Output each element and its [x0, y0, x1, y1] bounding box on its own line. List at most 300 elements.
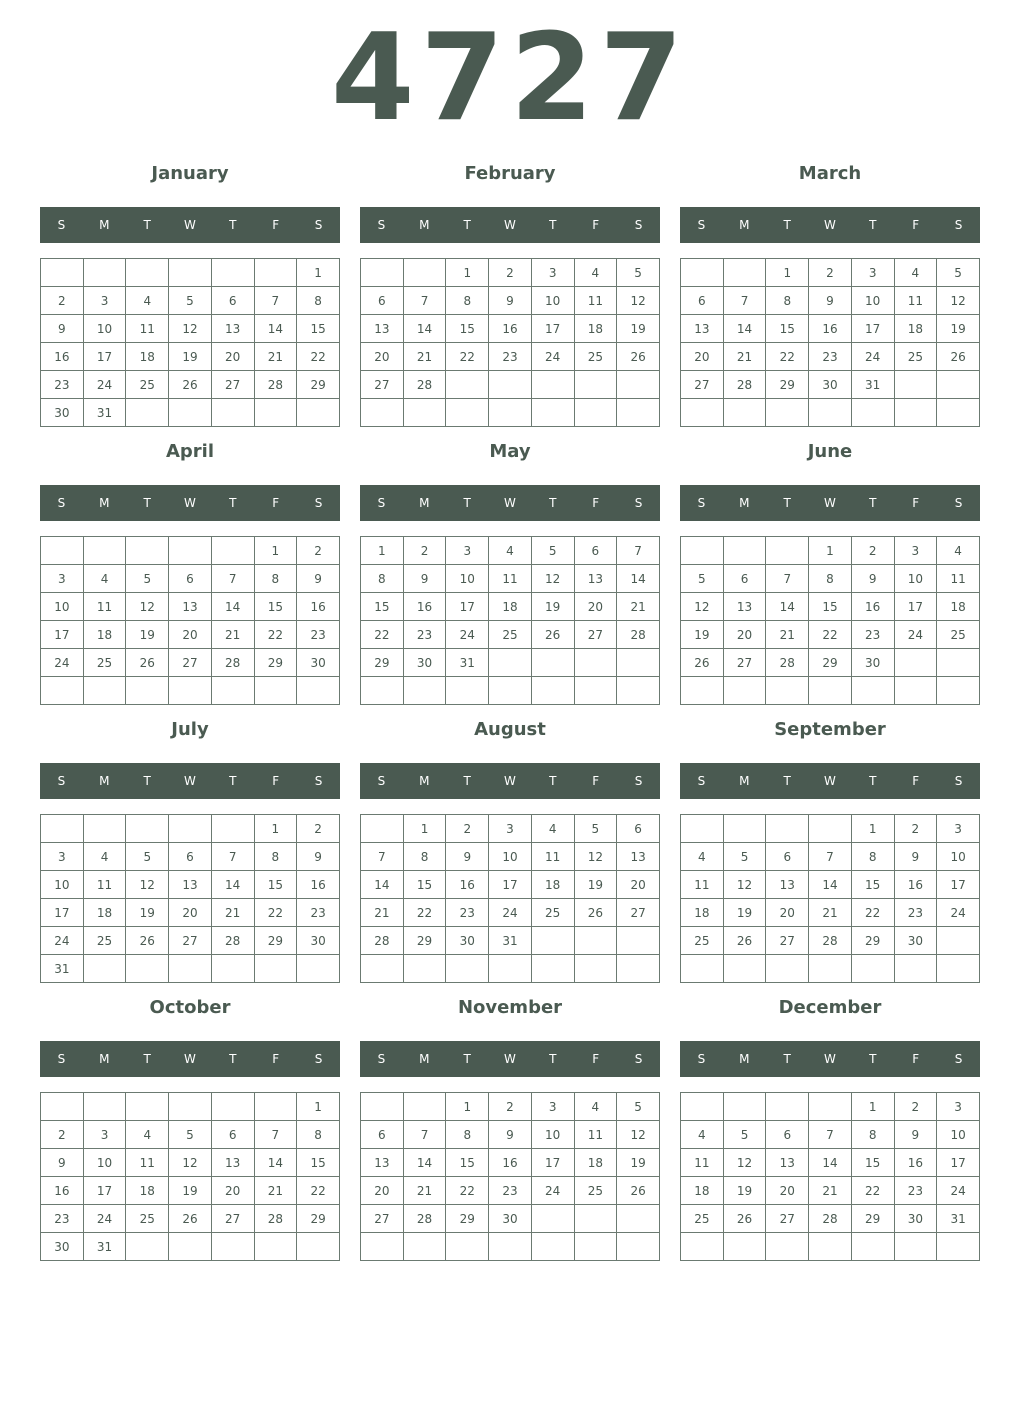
- weekday-label: W: [184, 218, 196, 232]
- day-cell: 11: [83, 593, 126, 621]
- day-cell: 28: [361, 927, 404, 955]
- day-cell: 18: [489, 593, 532, 621]
- weekday-label: W: [184, 1052, 196, 1066]
- weekday-label: W: [824, 218, 836, 232]
- month-name: May: [489, 441, 531, 462]
- week-row: [361, 871, 660, 899]
- day-cell: 20: [169, 899, 212, 927]
- day-cell: 17: [894, 593, 937, 621]
- day-cell: 14: [254, 1149, 297, 1177]
- weekday-label: M: [99, 1052, 110, 1066]
- empty-cell: [83, 259, 126, 287]
- day-cell: 5: [723, 1121, 766, 1149]
- week-row: [41, 1093, 340, 1121]
- empty-cell: [489, 955, 532, 983]
- day-cell: 8: [851, 843, 894, 871]
- day-cell: 30: [41, 399, 84, 427]
- day-cell: 25: [83, 927, 126, 955]
- empty-cell: [809, 1093, 852, 1121]
- day-cell: 18: [126, 343, 169, 371]
- empty-cell: [531, 1205, 574, 1233]
- day-cell: 6: [681, 287, 724, 315]
- week-row: [361, 537, 660, 565]
- day-cell: 21: [617, 593, 660, 621]
- weekday-label: S: [57, 774, 66, 788]
- day-cell: 27: [361, 371, 404, 399]
- day-cell: 31: [489, 927, 532, 955]
- day-cell: 25: [894, 343, 937, 371]
- day-cell: 25: [126, 1205, 169, 1233]
- day-cell: 19: [126, 621, 169, 649]
- week-row: [681, 1233, 980, 1261]
- week-row: [681, 927, 980, 955]
- day-cell: 3: [531, 1093, 574, 1121]
- empty-cell: [681, 955, 724, 983]
- empty-cell: [851, 399, 894, 427]
- weekday-label: M: [739, 1052, 750, 1066]
- day-cell: 26: [126, 927, 169, 955]
- weekday-label: T: [869, 496, 877, 510]
- weekday-label: T: [549, 496, 557, 510]
- day-cell: 26: [681, 649, 724, 677]
- day-cell: 7: [809, 843, 852, 871]
- day-cell: 18: [126, 1177, 169, 1205]
- day-cell: 26: [617, 1177, 660, 1205]
- week-row: [41, 343, 340, 371]
- weekday-header: [680, 207, 980, 243]
- day-cell: 8: [254, 843, 297, 871]
- week-row: [681, 537, 980, 565]
- week-row: [41, 649, 340, 677]
- week-row: [361, 371, 660, 399]
- empty-cell: [681, 815, 724, 843]
- month-name: July: [171, 719, 209, 740]
- day-cell: 14: [617, 565, 660, 593]
- day-cell: 5: [617, 259, 660, 287]
- empty-cell: [851, 677, 894, 705]
- week-row: [361, 1149, 660, 1177]
- day-cell: 30: [297, 927, 340, 955]
- day-cell: 16: [41, 343, 84, 371]
- empty-cell: [403, 399, 446, 427]
- day-cell: 10: [937, 843, 980, 871]
- week-row: [361, 1177, 660, 1205]
- day-cell: 13: [723, 593, 766, 621]
- day-cell: 12: [937, 287, 980, 315]
- day-cell: 23: [41, 1205, 84, 1233]
- day-cell: 3: [83, 1121, 126, 1149]
- empty-cell: [169, 1093, 212, 1121]
- day-cell: 9: [41, 315, 84, 343]
- empty-cell: [41, 1093, 84, 1121]
- empty-cell: [211, 1093, 254, 1121]
- week-row: [361, 287, 660, 315]
- empty-cell: [617, 677, 660, 705]
- weekday-label: W: [824, 496, 836, 510]
- day-cell: 5: [617, 1093, 660, 1121]
- day-cell: 28: [211, 927, 254, 955]
- day-cell: 4: [83, 843, 126, 871]
- weekday-label: T: [549, 1052, 557, 1066]
- day-cell: 21: [723, 343, 766, 371]
- day-cell: 15: [254, 871, 297, 899]
- day-cell: 9: [809, 287, 852, 315]
- day-cell: 14: [723, 315, 766, 343]
- day-cell: 21: [809, 1177, 852, 1205]
- empty-cell: [361, 1093, 404, 1121]
- day-cell: 1: [297, 259, 340, 287]
- day-cell: 30: [41, 1233, 84, 1261]
- day-cell: 23: [851, 621, 894, 649]
- day-cell: 18: [681, 899, 724, 927]
- week-row: [681, 815, 980, 843]
- empty-cell: [126, 259, 169, 287]
- day-cell: 6: [766, 843, 809, 871]
- day-cell: 16: [489, 1149, 532, 1177]
- week-row: [41, 371, 340, 399]
- day-cell: 6: [169, 565, 212, 593]
- day-cell: 21: [211, 621, 254, 649]
- week-row: [681, 1205, 980, 1233]
- day-cell: 8: [254, 565, 297, 593]
- day-cell: 28: [254, 371, 297, 399]
- empty-cell: [403, 955, 446, 983]
- empty-cell: [937, 927, 980, 955]
- weekday-label: M: [419, 774, 430, 788]
- day-cell: 17: [41, 899, 84, 927]
- day-cell: 11: [681, 871, 724, 899]
- month-name: April: [165, 441, 215, 462]
- day-cell: 15: [851, 1149, 894, 1177]
- day-cell: 24: [937, 899, 980, 927]
- empty-cell: [489, 649, 532, 677]
- day-cell: 8: [403, 843, 446, 871]
- day-cell: 27: [169, 927, 212, 955]
- empty-cell: [446, 677, 489, 705]
- empty-cell: [446, 399, 489, 427]
- day-cell: 11: [126, 1149, 169, 1177]
- weekday-header: [40, 485, 340, 521]
- weekday-label: T: [143, 774, 151, 788]
- weekday-label: S: [634, 1052, 643, 1066]
- day-cell: 27: [211, 371, 254, 399]
- day-cell: 8: [851, 1121, 894, 1149]
- day-cell: 29: [403, 927, 446, 955]
- week-row: [41, 871, 340, 899]
- weekday-label: W: [824, 774, 836, 788]
- week-row: [41, 1149, 340, 1177]
- day-cell: 5: [169, 1121, 212, 1149]
- empty-cell: [403, 677, 446, 705]
- day-cell: 12: [681, 593, 724, 621]
- weekday-label: F: [912, 1052, 920, 1066]
- empty-cell: [83, 815, 126, 843]
- day-grid: [40, 258, 340, 427]
- empty-cell: [403, 259, 446, 287]
- empty-cell: [894, 677, 937, 705]
- day-cell: 16: [41, 1177, 84, 1205]
- day-cell: 11: [894, 287, 937, 315]
- empty-cell: [254, 955, 297, 983]
- weekday-label: W: [504, 1052, 516, 1066]
- empty-cell: [723, 1233, 766, 1261]
- day-cell: 8: [446, 1121, 489, 1149]
- day-cell: 31: [83, 399, 126, 427]
- day-cell: 14: [403, 315, 446, 343]
- weekday-label: M: [99, 774, 110, 788]
- day-cell: 15: [809, 593, 852, 621]
- day-cell: 22: [254, 899, 297, 927]
- empty-cell: [681, 537, 724, 565]
- empty-cell: [723, 815, 766, 843]
- weekday-label: T: [463, 218, 471, 232]
- day-cell: 28: [809, 1205, 852, 1233]
- week-row: [361, 677, 660, 705]
- week-row: [41, 1205, 340, 1233]
- month-name: October: [149, 997, 231, 1018]
- day-cell: 13: [211, 315, 254, 343]
- weekday-label: S: [57, 1052, 66, 1066]
- weekday-label: S: [314, 774, 323, 788]
- empty-cell: [403, 1093, 446, 1121]
- day-cell: 13: [617, 843, 660, 871]
- day-cell: 9: [894, 1121, 937, 1149]
- week-row: [361, 315, 660, 343]
- day-cell: 19: [126, 899, 169, 927]
- day-cell: 17: [41, 621, 84, 649]
- weekday-label: T: [869, 218, 877, 232]
- weekday-header: [680, 763, 980, 799]
- weekday-label: S: [697, 496, 706, 510]
- weekday-label: T: [463, 1052, 471, 1066]
- day-cell: 15: [297, 1149, 340, 1177]
- day-cell: 19: [617, 315, 660, 343]
- day-cell: 1: [809, 537, 852, 565]
- empty-cell: [937, 371, 980, 399]
- week-row: [681, 1093, 980, 1121]
- empty-cell: [617, 927, 660, 955]
- day-cell: 2: [446, 815, 489, 843]
- week-row: [41, 287, 340, 315]
- day-cell: 27: [617, 899, 660, 927]
- weekday-label: F: [912, 774, 920, 788]
- day-cell: 10: [446, 565, 489, 593]
- day-cell: 25: [489, 621, 532, 649]
- weekday-label: S: [634, 774, 643, 788]
- day-grid: [40, 814, 340, 983]
- week-row: [41, 399, 340, 427]
- empty-cell: [211, 1233, 254, 1261]
- week-row: [681, 1177, 980, 1205]
- week-row: [681, 371, 980, 399]
- weekday-label: T: [549, 218, 557, 232]
- day-cell: 25: [937, 621, 980, 649]
- day-cell: 16: [297, 871, 340, 899]
- day-cell: 3: [41, 843, 84, 871]
- day-cell: 29: [297, 371, 340, 399]
- empty-cell: [254, 677, 297, 705]
- day-cell: 22: [297, 1177, 340, 1205]
- day-cell: 13: [211, 1149, 254, 1177]
- day-cell: 20: [617, 871, 660, 899]
- day-cell: 9: [41, 1149, 84, 1177]
- day-cell: 13: [681, 315, 724, 343]
- day-cell: 23: [41, 371, 84, 399]
- weekday-label: F: [912, 496, 920, 510]
- day-cell: 7: [361, 843, 404, 871]
- day-cell: 12: [617, 287, 660, 315]
- week-row: [681, 871, 980, 899]
- day-cell: 6: [617, 815, 660, 843]
- empty-cell: [809, 955, 852, 983]
- day-cell: 30: [851, 649, 894, 677]
- day-cell: 15: [446, 315, 489, 343]
- empty-cell: [574, 1205, 617, 1233]
- empty-cell: [723, 955, 766, 983]
- day-cell: 20: [211, 343, 254, 371]
- day-cell: 15: [297, 315, 340, 343]
- empty-cell: [126, 1093, 169, 1121]
- day-cell: 15: [446, 1149, 489, 1177]
- empty-cell: [894, 955, 937, 983]
- empty-cell: [937, 1233, 980, 1261]
- day-cell: 19: [617, 1149, 660, 1177]
- empty-cell: [574, 371, 617, 399]
- empty-cell: [766, 1233, 809, 1261]
- day-cell: 2: [403, 537, 446, 565]
- weekday-label: M: [739, 218, 750, 232]
- day-grid: [680, 814, 980, 983]
- empty-cell: [809, 815, 852, 843]
- empty-cell: [617, 399, 660, 427]
- day-cell: 19: [723, 899, 766, 927]
- day-cell: 18: [894, 315, 937, 343]
- week-row: [681, 899, 980, 927]
- week-row: [361, 843, 660, 871]
- week-row: [361, 593, 660, 621]
- day-cell: 9: [489, 1121, 532, 1149]
- day-cell: 20: [681, 343, 724, 371]
- day-cell: 23: [894, 1177, 937, 1205]
- day-cell: 15: [254, 593, 297, 621]
- day-cell: 21: [809, 899, 852, 927]
- day-cell: 27: [723, 649, 766, 677]
- day-cell: 11: [574, 287, 617, 315]
- month-name: January: [151, 163, 229, 184]
- week-row: [681, 343, 980, 371]
- day-cell: 18: [574, 315, 617, 343]
- day-cell: 24: [41, 927, 84, 955]
- day-cell: 12: [531, 565, 574, 593]
- day-grid: [40, 1092, 340, 1261]
- week-row: [41, 1177, 340, 1205]
- day-grid: [360, 536, 660, 705]
- empty-cell: [254, 259, 297, 287]
- day-cell: 6: [361, 287, 404, 315]
- day-cell: 26: [723, 927, 766, 955]
- day-cell: 9: [894, 843, 937, 871]
- weekday-header: [360, 763, 660, 799]
- day-cell: 11: [681, 1149, 724, 1177]
- empty-cell: [809, 677, 852, 705]
- day-cell: 10: [531, 287, 574, 315]
- day-cell: 7: [723, 287, 766, 315]
- day-cell: 26: [723, 1205, 766, 1233]
- day-cell: 2: [297, 815, 340, 843]
- day-cell: 5: [937, 259, 980, 287]
- week-row: [681, 259, 980, 287]
- empty-cell: [851, 955, 894, 983]
- day-cell: 14: [361, 871, 404, 899]
- week-row: [361, 815, 660, 843]
- empty-cell: [894, 1233, 937, 1261]
- weekday-header: [360, 1041, 660, 1077]
- day-cell: 21: [254, 1177, 297, 1205]
- weekday-label: T: [783, 496, 791, 510]
- empty-cell: [617, 649, 660, 677]
- empty-cell: [574, 399, 617, 427]
- empty-cell: [361, 815, 404, 843]
- day-cell: 6: [169, 843, 212, 871]
- day-cell: 26: [169, 371, 212, 399]
- month-name: August: [474, 719, 546, 740]
- day-cell: 3: [446, 537, 489, 565]
- day-cell: 12: [617, 1121, 660, 1149]
- day-cell: 17: [851, 315, 894, 343]
- day-cell: 9: [489, 287, 532, 315]
- weekday-label: M: [739, 774, 750, 788]
- day-cell: 8: [297, 1121, 340, 1149]
- day-cell: 7: [254, 1121, 297, 1149]
- weekday-label: T: [229, 774, 237, 788]
- day-cell: 15: [403, 871, 446, 899]
- day-cell: 20: [574, 593, 617, 621]
- day-cell: 8: [361, 565, 404, 593]
- day-cell: 12: [126, 871, 169, 899]
- empty-cell: [169, 399, 212, 427]
- day-cell: 3: [937, 1093, 980, 1121]
- day-cell: 5: [169, 287, 212, 315]
- day-cell: 4: [126, 287, 169, 315]
- weekday-label: S: [57, 218, 66, 232]
- day-cell: 18: [83, 621, 126, 649]
- day-cell: 13: [574, 565, 617, 593]
- week-row: [681, 621, 980, 649]
- day-cell: 16: [851, 593, 894, 621]
- weekday-label: S: [954, 774, 963, 788]
- month-name: February: [464, 163, 556, 184]
- day-cell: 17: [83, 343, 126, 371]
- empty-cell: [83, 1093, 126, 1121]
- day-cell: 13: [169, 871, 212, 899]
- empty-cell: [681, 677, 724, 705]
- empty-cell: [809, 1233, 852, 1261]
- week-row: [361, 399, 660, 427]
- empty-cell: [894, 399, 937, 427]
- day-cell: 4: [681, 843, 724, 871]
- day-cell: 5: [574, 815, 617, 843]
- weekday-label: T: [463, 774, 471, 788]
- empty-cell: [766, 1093, 809, 1121]
- weekday-label: T: [783, 774, 791, 788]
- day-cell: 7: [403, 287, 446, 315]
- weekday-label: S: [954, 496, 963, 510]
- week-row: [361, 565, 660, 593]
- day-cell: 26: [937, 343, 980, 371]
- empty-cell: [723, 537, 766, 565]
- day-cell: 7: [766, 565, 809, 593]
- day-cell: 24: [851, 343, 894, 371]
